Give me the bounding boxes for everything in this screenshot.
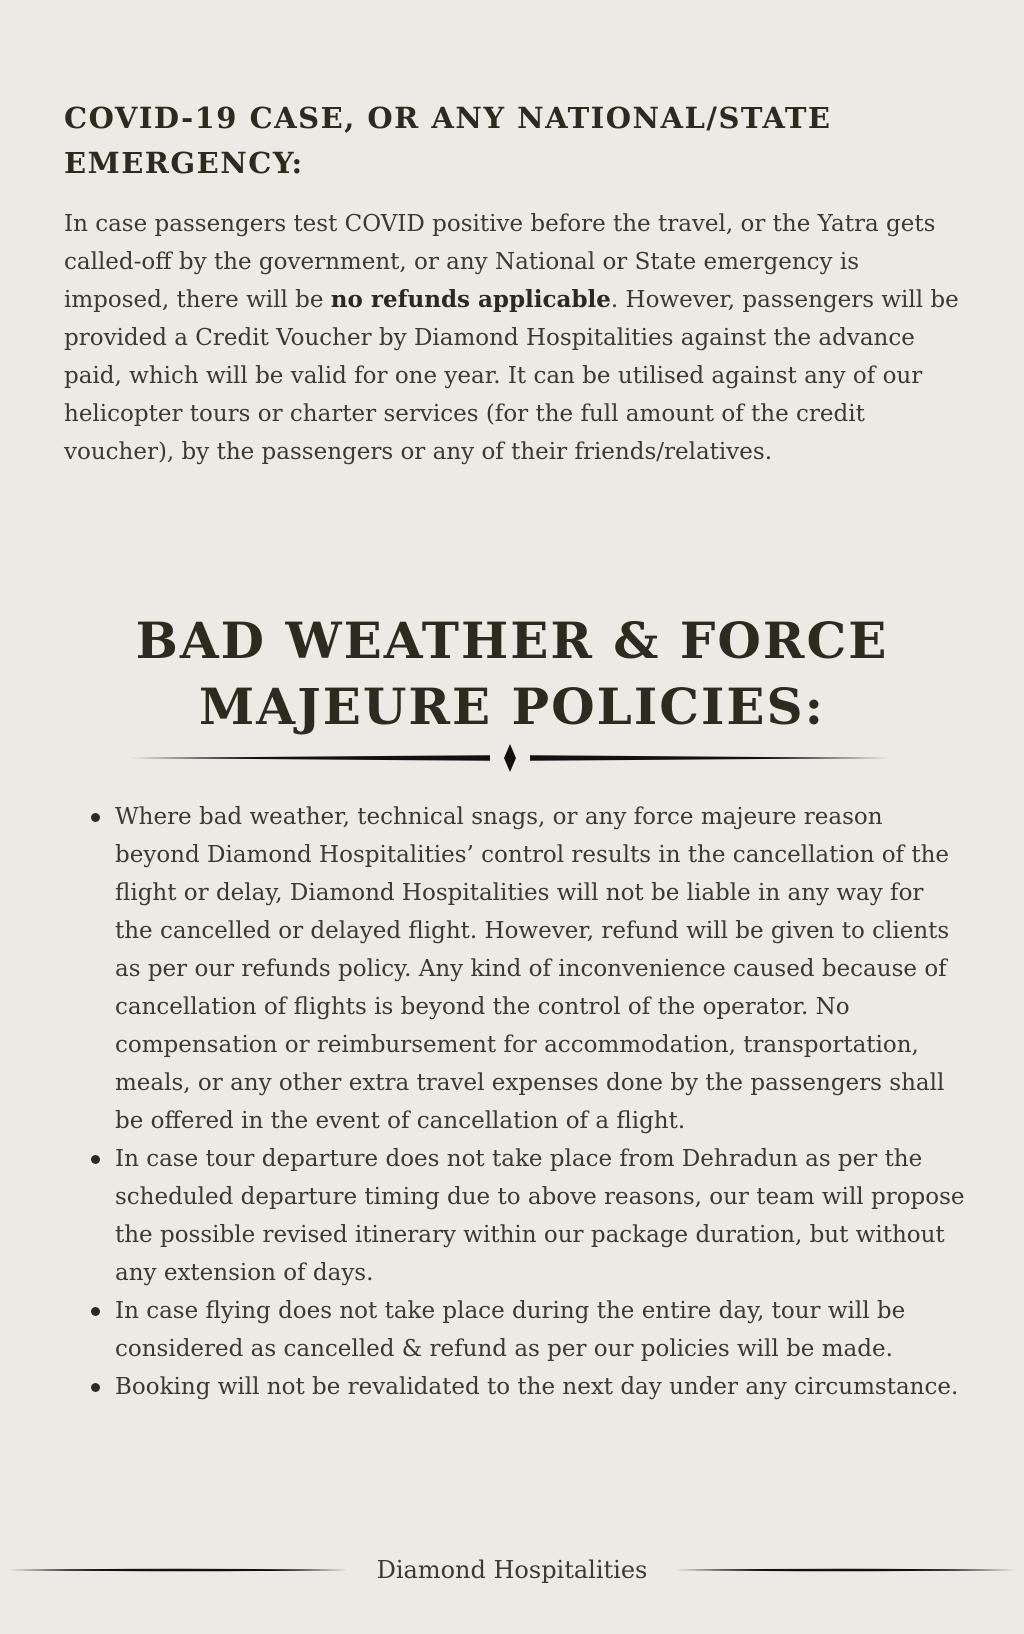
weather-policies-heading: BAD WEATHER & FORCE MAJEURE POLICIES:: [135, 611, 889, 736]
footer-rule-left: [8, 1568, 348, 1572]
no-refunds-emphasis: no refunds applicable: [330, 286, 611, 313]
list-item: [115, 1368, 965, 1406]
list-item: [115, 1140, 965, 1292]
list-item-text: In case tour departure does not take place from Dehradun as per the scheduled departure timing due to above reasons, our team will propose the possible revised itinerary within our package duration, but without any extension of days.: [115, 1146, 965, 1286]
covid-body-text-end: . However, passengers will be provided a Credit Voucher by Diamond Hospitalities against the advance paid, which will be valid for one year. It can be utilised against any of our helicopter tours or charter services (for the full amount of the credit voucher), by the passengers or any of their friends/relatives.: [64, 287, 959, 465]
divider-line-left: [130, 755, 490, 761]
heading-divider-ornament: [130, 743, 890, 773]
bullet-icon: [91, 1307, 100, 1316]
covid-section-body: [64, 205, 964, 471]
list-item-text: In case flying does not take place during the entire day, tour will be considered as cancelled & refund as per our policies will be made.: [115, 1298, 906, 1362]
divider-diamond-icon: [504, 744, 516, 772]
page-footer: [0, 1548, 1024, 1592]
bullet-icon: [91, 1383, 100, 1392]
bullet-icon: [91, 1155, 100, 1164]
list-item-text: Where bad weather, technical snags, or any force majeure reason beyond Diamond Hospitalities’ control results in the cancellation of the flight or delay, Diamond Hospitalities will not be liable in any way for the cancelled or delayed flight. However, refund will be given to clients as per our refunds policy. Any kind of inconvenience caused because of cancellation of flights is beyond the control of the operator. No compensation or reimbursement for accommodation, transportation, meals, or any other extra travel expenses done by the passengers shall be offered in the event of cancellation of a flight.: [115, 804, 950, 1134]
list-item: [115, 798, 965, 1140]
bullet-icon: [91, 813, 100, 822]
covid-section-heading: COVID-19 CASE, OR ANY NATIONAL/STATE EMERGENCY:: [64, 101, 832, 180]
list-item-text: Booking will not be revalidated to the next day under any circumstance.: [115, 1374, 959, 1400]
weather-policy-list: [115, 798, 965, 1406]
footer-rule-right: [676, 1568, 1016, 1572]
divider-line-right: [530, 755, 890, 761]
footer-brand-name: Diamond Hospitalities: [376, 1556, 648, 1584]
list-item: [115, 1292, 965, 1368]
covid-body-text-start: In case passengers test COVID positive before the travel, or the Yatra gets called-off by the government, or any National or State emergency is imposed, there will be: [64, 211, 936, 313]
